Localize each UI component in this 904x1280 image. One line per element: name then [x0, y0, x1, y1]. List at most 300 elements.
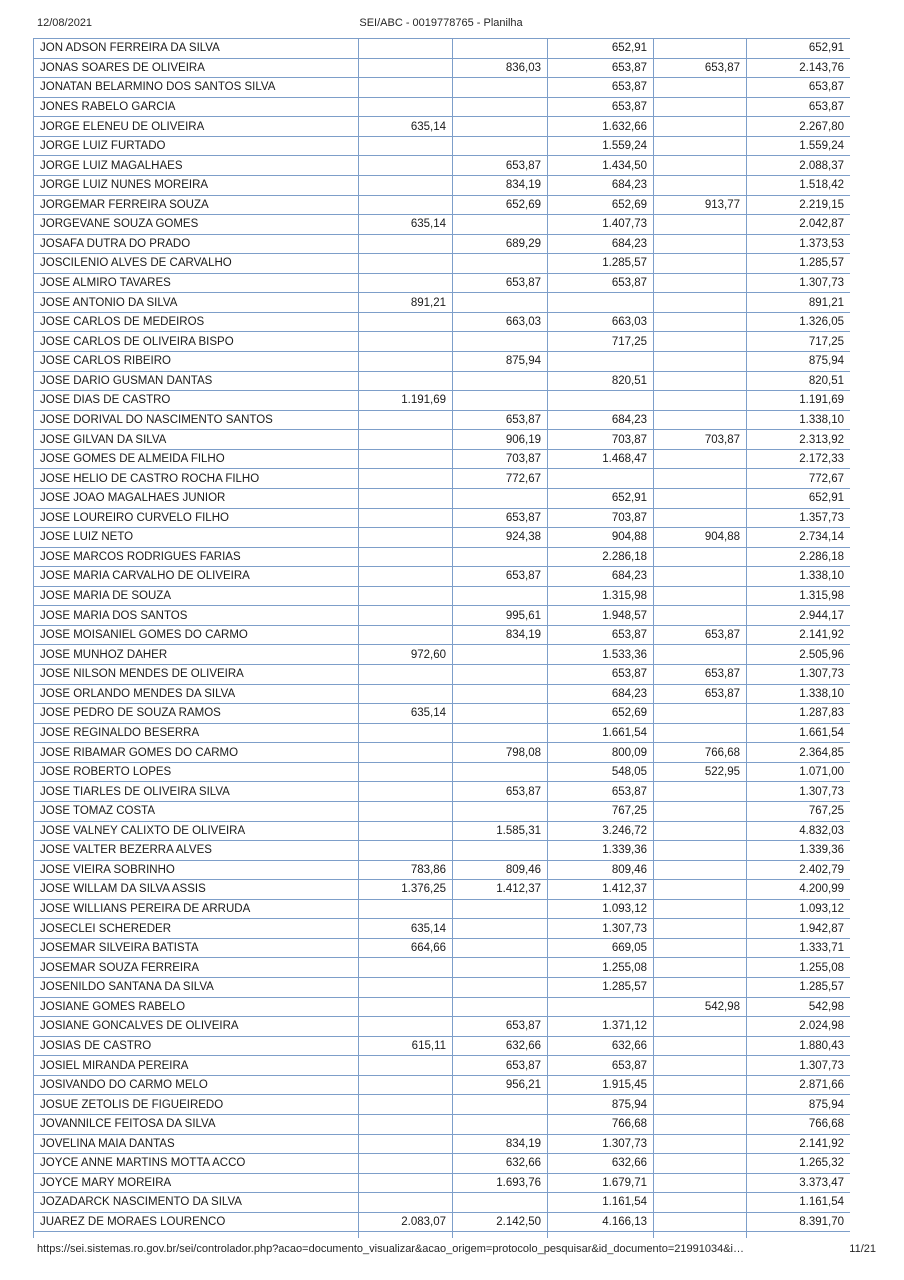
value-cell — [453, 78, 548, 98]
value-cell: 1.357,73 — [747, 508, 851, 528]
table-row — [34, 625, 851, 645]
table-row — [34, 1114, 851, 1134]
table-row — [34, 58, 851, 78]
value-cell: 1.412,37 — [548, 880, 654, 900]
employee-name-cell: JORGEVANE SOUZA GOMES — [34, 215, 359, 235]
table-row — [34, 899, 851, 919]
value-cell: 653,87 — [453, 1017, 548, 1037]
employee-name-cell: JOZADARCK NASCIMENTO DA SILVA — [34, 1193, 359, 1213]
value-cell: 653,87 — [654, 58, 747, 78]
value-cell — [548, 1232, 654, 1238]
table-row — [34, 958, 851, 978]
value-cell — [654, 586, 747, 606]
employee-name-cell: JOSE LUIZ NETO — [34, 528, 359, 548]
value-cell — [654, 801, 747, 821]
value-cell: 1.661,54 — [747, 723, 851, 743]
value-cell — [654, 254, 747, 274]
employee-name-cell: JONES RABELO GARCIA — [34, 97, 359, 117]
value-cell: 766,68 — [747, 1114, 851, 1134]
value-cell: 1.287,83 — [747, 704, 851, 724]
value-cell: 1.161,54 — [747, 1193, 851, 1213]
table-row — [34, 528, 851, 548]
employee-name-cell: JOSIANE GOMES RABELO — [34, 997, 359, 1017]
value-cell: 2.219,15 — [747, 195, 851, 215]
value-cell — [654, 449, 747, 469]
value-cell: 615,11 — [359, 1036, 453, 1056]
value-cell — [359, 1114, 453, 1134]
employee-name-cell: JOSECLEI SCHEREDER — [34, 919, 359, 939]
value-cell: 1.518,42 — [747, 175, 851, 195]
employee-name-cell: JOSE DARIO GUSMAN DANTAS — [34, 371, 359, 391]
value-cell: 1.161,54 — [548, 1193, 654, 1213]
employee-name-cell: JOSE HELIO DE CASTRO ROCHA FILHO — [34, 469, 359, 489]
value-cell: 1.371,12 — [548, 1017, 654, 1037]
value-cell — [359, 352, 453, 372]
value-cell: 684,23 — [548, 567, 654, 587]
value-cell: 834,19 — [453, 1134, 548, 1154]
table-row — [34, 1193, 851, 1213]
employee-name-cell: JORGE LUIZ NUNES MOREIRA — [34, 175, 359, 195]
value-cell: 809,46 — [548, 860, 654, 880]
value-cell: 653,87 — [548, 665, 654, 685]
value-cell — [654, 880, 747, 900]
table-row — [34, 371, 851, 391]
table-row — [34, 782, 851, 802]
value-cell: 834,19 — [453, 625, 548, 645]
value-cell: 2.083,07 — [359, 1212, 453, 1232]
value-cell: 1.093,12 — [548, 899, 654, 919]
value-cell: 653,87 — [548, 273, 654, 293]
value-cell: 1.661,54 — [548, 723, 654, 743]
value-cell — [654, 938, 747, 958]
value-cell: 522,95 — [654, 762, 747, 782]
value-cell — [359, 625, 453, 645]
employee-name-cell: JOSE MUNHOZ DAHER — [34, 645, 359, 665]
value-cell — [359, 410, 453, 430]
value-cell — [453, 684, 548, 704]
employee-name-cell: JOSEMAR SOUZA FERREIRA — [34, 958, 359, 978]
table-row — [34, 352, 851, 372]
value-cell: 1.407,73 — [548, 215, 654, 235]
value-cell — [453, 254, 548, 274]
value-cell: 1.880,43 — [747, 1036, 851, 1056]
value-cell: 972,60 — [359, 645, 453, 665]
value-cell — [654, 567, 747, 587]
value-cell — [359, 234, 453, 254]
table-row — [34, 606, 851, 626]
value-cell: 956,21 — [453, 1075, 548, 1095]
value-cell: 820,51 — [747, 371, 851, 391]
value-cell: 904,88 — [548, 528, 654, 548]
value-cell — [654, 978, 747, 998]
page-header — [0, 17, 904, 33]
value-cell — [359, 312, 453, 332]
value-cell — [654, 175, 747, 195]
value-cell: 1.533,36 — [548, 645, 654, 665]
value-cell: 2.267,80 — [747, 117, 851, 137]
spreadsheet-page — [33, 38, 850, 1238]
value-cell: 635,14 — [359, 215, 453, 235]
value-cell: 4.200,99 — [747, 880, 851, 900]
value-cell: 995,61 — [453, 606, 548, 626]
employee-name-cell: JOSIANE GONCALVES DE OLIVEIRA — [34, 1017, 359, 1037]
value-cell — [453, 97, 548, 117]
value-cell: 836,03 — [453, 58, 548, 78]
table-row — [34, 880, 851, 900]
value-cell: 2.871,66 — [747, 1075, 851, 1095]
value-cell — [359, 821, 453, 841]
value-cell — [654, 1193, 747, 1213]
value-cell — [359, 1154, 453, 1174]
table-row — [34, 293, 851, 313]
value-cell: 3.246,72 — [548, 821, 654, 841]
value-cell: 703,87 — [548, 430, 654, 450]
value-cell: 2.024,98 — [747, 1017, 851, 1037]
value-cell: 1.948,57 — [548, 606, 654, 626]
value-cell — [654, 293, 747, 313]
value-cell — [747, 1232, 851, 1238]
value-cell — [654, 488, 747, 508]
employee-name-cell: JON ADSON FERREIRA DA SILVA — [34, 39, 359, 59]
value-cell: 703,87 — [548, 508, 654, 528]
employee-name-cell: JOSUE ZETOLIS DE FIGUEIREDO — [34, 1095, 359, 1115]
value-cell — [359, 1193, 453, 1213]
value-cell — [548, 293, 654, 313]
value-cell — [654, 1232, 747, 1238]
value-cell: 684,23 — [548, 234, 654, 254]
value-cell — [654, 919, 747, 939]
value-cell: 684,23 — [548, 684, 654, 704]
employee-name-cell: JOSE VIEIRA SOBRINHO — [34, 860, 359, 880]
value-cell: 548,05 — [548, 762, 654, 782]
value-cell — [654, 782, 747, 802]
value-cell: 1.307,73 — [548, 919, 654, 939]
value-cell: 653,87 — [747, 97, 851, 117]
value-cell — [654, 1134, 747, 1154]
value-cell: 2.172,33 — [747, 449, 851, 469]
value-cell: 820,51 — [548, 371, 654, 391]
value-cell: 1.255,08 — [548, 958, 654, 978]
value-cell: 653,87 — [548, 78, 654, 98]
value-cell: 906,19 — [453, 430, 548, 450]
table-row — [34, 195, 851, 215]
employee-name-cell: JOSAFA DUTRA DO PRADO — [34, 234, 359, 254]
value-cell: 1.285,57 — [548, 978, 654, 998]
value-cell — [654, 1036, 747, 1056]
value-cell — [654, 371, 747, 391]
value-cell — [654, 645, 747, 665]
value-cell — [453, 117, 548, 137]
value-cell: 4.832,03 — [747, 821, 851, 841]
table-row — [34, 586, 851, 606]
value-cell: 653,87 — [548, 625, 654, 645]
value-cell: 2.141,92 — [747, 625, 851, 645]
value-cell — [654, 332, 747, 352]
value-cell — [654, 899, 747, 919]
value-cell: 800,09 — [548, 743, 654, 763]
employee-name-cell: JOSEMAR SILVEIRA BATISTA — [34, 938, 359, 958]
value-cell: 653,87 — [453, 567, 548, 587]
employee-name-cell: JOSE VALTER BEZERRA ALVES — [34, 841, 359, 861]
table-row — [34, 469, 851, 489]
value-cell — [453, 899, 548, 919]
employee-name-cell: JORGE LUIZ MAGALHAES — [34, 156, 359, 176]
value-cell — [359, 469, 453, 489]
value-cell: 653,87 — [548, 58, 654, 78]
value-cell: 1.191,69 — [747, 391, 851, 411]
value-cell — [654, 469, 747, 489]
value-cell — [359, 978, 453, 998]
value-cell: 1.315,98 — [548, 586, 654, 606]
employee-name-cell: JOSE ALMIRO TAVARES — [34, 273, 359, 293]
value-cell: 663,03 — [453, 312, 548, 332]
value-cell: 1.339,36 — [747, 841, 851, 861]
value-cell: 2.088,37 — [747, 156, 851, 176]
value-cell — [654, 547, 747, 567]
payroll-table-body — [34, 39, 851, 1239]
table-row — [34, 801, 851, 821]
value-cell — [654, 1017, 747, 1037]
value-cell: 913,77 — [654, 195, 747, 215]
value-cell — [359, 273, 453, 293]
value-cell — [359, 371, 453, 391]
value-cell: 2.042,87 — [747, 215, 851, 235]
value-cell — [654, 821, 747, 841]
value-cell — [654, 508, 747, 528]
employee-name-cell: JOSE REGINALDO BESERRA — [34, 723, 359, 743]
employee-name-cell: JOSE MOISANIEL GOMES DO CARMO — [34, 625, 359, 645]
table-row — [34, 1173, 851, 1193]
table-row — [34, 938, 851, 958]
employee-name-cell: JOSE NILSON MENDES DE OLIVEIRA — [34, 665, 359, 685]
value-cell: 635,14 — [359, 919, 453, 939]
value-cell: 652,91 — [548, 488, 654, 508]
value-cell — [359, 449, 453, 469]
value-cell — [359, 723, 453, 743]
table-row — [34, 1134, 851, 1154]
value-cell — [359, 1017, 453, 1037]
value-cell: 767,25 — [747, 801, 851, 821]
table-row — [34, 488, 851, 508]
value-cell — [359, 78, 453, 98]
value-cell: 891,21 — [747, 293, 851, 313]
value-cell: 1.285,57 — [548, 254, 654, 274]
value-cell: 1.693,76 — [453, 1173, 548, 1193]
table-row — [34, 919, 851, 939]
employee-name-cell: JOYCE MARY MOREIRA — [34, 1173, 359, 1193]
value-cell: 1.307,73 — [747, 782, 851, 802]
table-row — [34, 1056, 851, 1076]
table-row — [34, 508, 851, 528]
value-cell: 4.166,13 — [548, 1212, 654, 1232]
value-cell — [453, 997, 548, 1017]
table-row — [34, 567, 851, 587]
employee-name-cell: JOSE TIARLES DE OLIVEIRA SILVA — [34, 782, 359, 802]
value-cell: 924,38 — [453, 528, 548, 548]
value-cell: 653,87 — [453, 273, 548, 293]
value-cell — [359, 665, 453, 685]
employee-name-cell: JONAS SOARES DE OLIVEIRA — [34, 58, 359, 78]
value-cell — [654, 606, 747, 626]
value-cell: 653,87 — [747, 78, 851, 98]
table-row — [34, 821, 851, 841]
value-cell — [654, 273, 747, 293]
table-row — [34, 978, 851, 998]
value-cell: 1.093,12 — [747, 899, 851, 919]
payroll-table — [33, 38, 850, 1238]
employee-name-cell: JOSE MARIA DE SOUZA — [34, 586, 359, 606]
value-cell — [654, 704, 747, 724]
value-cell: 1.307,73 — [747, 273, 851, 293]
value-cell: 632,66 — [548, 1154, 654, 1174]
table-row — [34, 762, 851, 782]
value-cell: 1.376,25 — [359, 880, 453, 900]
value-cell: 2.944,17 — [747, 606, 851, 626]
employee-name-cell: JOVELINA MAIA DANTAS — [34, 1134, 359, 1154]
employee-name-cell: JOSE ANTONIO DA SILVA — [34, 293, 359, 313]
value-cell — [359, 899, 453, 919]
employee-name-cell: JOSE DIAS DE CASTRO — [34, 391, 359, 411]
employee-name-cell: JOVANNILCE FEITOSA DA SILVA — [34, 1114, 359, 1134]
table-row — [34, 136, 851, 156]
value-cell: 875,94 — [747, 1095, 851, 1115]
value-cell — [359, 841, 453, 861]
value-cell: 635,14 — [359, 704, 453, 724]
value-cell: 653,87 — [548, 97, 654, 117]
value-cell — [654, 723, 747, 743]
value-cell — [654, 117, 747, 137]
value-cell — [453, 978, 548, 998]
value-cell: 653,87 — [453, 1056, 548, 1076]
value-cell: 1.942,87 — [747, 919, 851, 939]
value-cell: 2.286,18 — [548, 547, 654, 567]
employee-name-cell: JOSE MARIA DOS SANTOS — [34, 606, 359, 626]
employee-name-cell: JOYCE ANNE MARTINS MOTTA ACCO — [34, 1154, 359, 1174]
value-cell: 2.402,79 — [747, 860, 851, 880]
value-cell — [654, 1095, 747, 1115]
employee-name-cell: JOSIEL MIRANDA PEREIRA — [34, 1056, 359, 1076]
value-cell — [654, 78, 747, 98]
value-cell — [654, 1212, 747, 1232]
table-row — [34, 78, 851, 98]
value-cell — [453, 547, 548, 567]
value-cell — [654, 841, 747, 861]
employee-name-cell: JOSE MARIA CARVALHO DE OLIVEIRA — [34, 567, 359, 587]
value-cell — [453, 841, 548, 861]
value-cell — [453, 586, 548, 606]
value-cell: 1.559,24 — [747, 136, 851, 156]
value-cell: 1.412,37 — [453, 880, 548, 900]
employee-name-cell: JOSE GOMES DE ALMEIDA FILHO — [34, 449, 359, 469]
value-cell — [654, 136, 747, 156]
value-cell — [453, 488, 548, 508]
value-cell — [359, 1232, 453, 1238]
value-cell — [359, 1075, 453, 1095]
value-cell: 653,87 — [453, 410, 548, 430]
value-cell: 1.326,05 — [747, 312, 851, 332]
page-footer — [0, 1243, 904, 1259]
value-cell — [359, 958, 453, 978]
value-cell: 664,66 — [359, 938, 453, 958]
value-cell: 542,98 — [654, 997, 747, 1017]
table-row — [34, 254, 851, 274]
value-cell — [654, 1114, 747, 1134]
value-cell: 684,23 — [548, 175, 654, 195]
value-cell — [654, 391, 747, 411]
value-cell: 1.338,10 — [747, 684, 851, 704]
table-row — [34, 234, 851, 254]
table-row — [34, 1212, 851, 1232]
value-cell — [548, 391, 654, 411]
table-row — [34, 1036, 851, 1056]
value-cell: 1.333,71 — [747, 938, 851, 958]
value-cell — [654, 215, 747, 235]
footer-url: https://sei.sistemas.ro.gov.br/sei/controlador.php?acao=documento_visualizar&acao_origem=protocolo_pesquisar&id_documento=21991034&i… — [37, 1243, 744, 1255]
value-cell: 1.338,10 — [747, 567, 851, 587]
value-cell — [359, 195, 453, 215]
value-cell — [359, 762, 453, 782]
value-cell — [359, 586, 453, 606]
value-cell — [359, 547, 453, 567]
value-cell — [453, 136, 548, 156]
value-cell — [359, 997, 453, 1017]
value-cell — [453, 958, 548, 978]
table-row — [34, 273, 851, 293]
table-row — [34, 723, 851, 743]
value-cell: 632,66 — [548, 1036, 654, 1056]
value-cell: 653,87 — [453, 156, 548, 176]
value-cell: 653,87 — [453, 508, 548, 528]
value-cell: 2.286,18 — [747, 547, 851, 567]
value-cell — [359, 567, 453, 587]
value-cell: 1.339,36 — [548, 841, 654, 861]
value-cell — [359, 1095, 453, 1115]
employee-name-cell: JOSE VALNEY CALIXTO DE OLIVEIRA — [34, 821, 359, 841]
value-cell — [654, 1075, 747, 1095]
value-cell: 703,87 — [453, 449, 548, 469]
employee-name-cell: JOSIVANDO DO CARMO MELO — [34, 1075, 359, 1095]
value-cell — [654, 312, 747, 332]
value-cell — [359, 136, 453, 156]
value-cell — [359, 1056, 453, 1076]
value-cell — [359, 156, 453, 176]
table-row — [34, 1095, 851, 1115]
employee-name-cell: JOSE CARLOS DE OLIVEIRA BISPO — [34, 332, 359, 352]
employee-name-cell: JORGE ELENEU DE OLIVEIRA — [34, 117, 359, 137]
table-row — [34, 1154, 851, 1174]
value-cell: 1.307,73 — [548, 1134, 654, 1154]
value-cell: 783,86 — [359, 860, 453, 880]
table-row — [34, 645, 851, 665]
value-cell: 663,03 — [548, 312, 654, 332]
value-cell — [654, 1056, 747, 1076]
value-cell: 652,69 — [453, 195, 548, 215]
table-row — [34, 449, 851, 469]
employee-name-cell: JOSCILENIO ALVES DE CARVALHO — [34, 254, 359, 274]
employee-name-cell: JOSE CARLOS DE MEDEIROS — [34, 312, 359, 332]
value-cell: 652,91 — [747, 488, 851, 508]
table-row — [34, 175, 851, 195]
table-row — [34, 547, 851, 567]
value-cell: 1.265,32 — [747, 1154, 851, 1174]
value-cell: 1.285,57 — [747, 978, 851, 998]
value-cell: 2.313,92 — [747, 430, 851, 450]
value-cell: 717,25 — [548, 332, 654, 352]
value-cell — [548, 352, 654, 372]
value-cell — [359, 1134, 453, 1154]
value-cell: 1.315,98 — [747, 586, 851, 606]
employee-name-cell: JOSE GILVAN DA SILVA — [34, 430, 359, 450]
